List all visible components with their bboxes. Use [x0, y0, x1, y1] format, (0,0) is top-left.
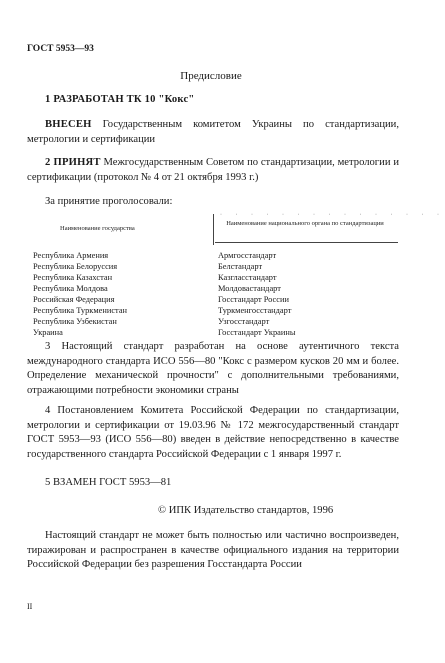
table-row-org: Молдовастандарт [218, 284, 281, 293]
table-row-state: Российская Федерация [33, 295, 115, 304]
page-number: II [27, 602, 33, 611]
org-column [218, 250, 295, 338]
column-header-state: Наименование государства [60, 225, 135, 232]
section-2-adopted [27, 156, 399, 185]
paragraph-3-basis: 3 Настоящий стандарт разработан на основе аутентичного текста международного стандарта ИСО 556—80 "Кокс с размером кусков 20 мм и более. Определение механической прочности" с дополнительными требованиями, отражающими потребности экономики страны [27, 341, 399, 396]
table-row-state: Республика Казахстан [33, 273, 113, 282]
table-row-org: Госстандарт России [218, 295, 289, 304]
table-row-org: Госстандарт Украины [218, 328, 296, 337]
paragraph-5-replaces: 5 ВЗАМЕН ГОСТ 5953—81 [45, 477, 172, 488]
document-code: ГОСТ 5953—93 [27, 44, 94, 54]
state-column [33, 250, 127, 338]
table-row-org: Армгосстандарт [218, 251, 277, 260]
table-row-org: Туркменгосстандарт [218, 306, 292, 315]
introduced-text: Государственным комитетом Украины по стандартизации, метрологии и сертификации [27, 119, 399, 145]
table-row-org: Казгласстандарт [218, 273, 277, 282]
table-row-state: Республика Армения [33, 251, 109, 260]
table-row-state: Украина [33, 328, 63, 337]
table-row-org: Узгосстандарт [218, 317, 270, 326]
table-row-org: Белстандарт [218, 262, 263, 271]
reproduction-notice: Настоящий стандарт не может быть полностью или частично воспроизведен, тиражирован и распространен в качестве официального издания на территории Российской Федерации без разрешения Госстандарта России [27, 530, 399, 570]
copyright-line: © ИПК Издательство стандартов, 1996 [158, 505, 334, 516]
page-title: Предисловие [180, 70, 242, 82]
table-row-state: Республика Белоруссия [33, 262, 118, 271]
column-header-org: Наименование национального органа по стандартизации [226, 220, 384, 227]
table-column-divider [213, 214, 214, 245]
table-row-state: Республика Молдова [33, 284, 108, 293]
paragraph-4-enactment: 4 Постановлением Комитета Российской Федерации по стандартизации, метрологии и сертификации от 19.03.96 № 172 межгосударственный стандарт ГОСТ 5953—93 (ИСО 556—80) введен в действие непосредственно в качестве государственного стандарта Российской Федерации с 1 января 1997 г. [27, 405, 399, 460]
table-row-state: Республика Туркменистан [33, 306, 128, 315]
section-1-label: 1 РАЗРАБОТАН ТК 10 "Кокс" [45, 94, 195, 105]
table-row-state: Республика Узбекистан [33, 317, 117, 326]
table-header-rule [215, 242, 398, 243]
table-dotted-rule: · · · · · · · · · · · · · · · [220, 212, 445, 218]
adopted-label: 2 ПРИНЯТ [45, 157, 101, 168]
section-1-developed [27, 93, 399, 108]
adopted-text: Межгосударственным Советом по стандартизации, метрологии и сертификации (протокол № 4 от 21 октября 1993 г.) [27, 157, 399, 183]
introduced-label: ВНЕСЕН [45, 119, 92, 130]
voting-intro: За принятие проголосовали: [45, 196, 173, 207]
section-1-introduced [27, 118, 399, 147]
